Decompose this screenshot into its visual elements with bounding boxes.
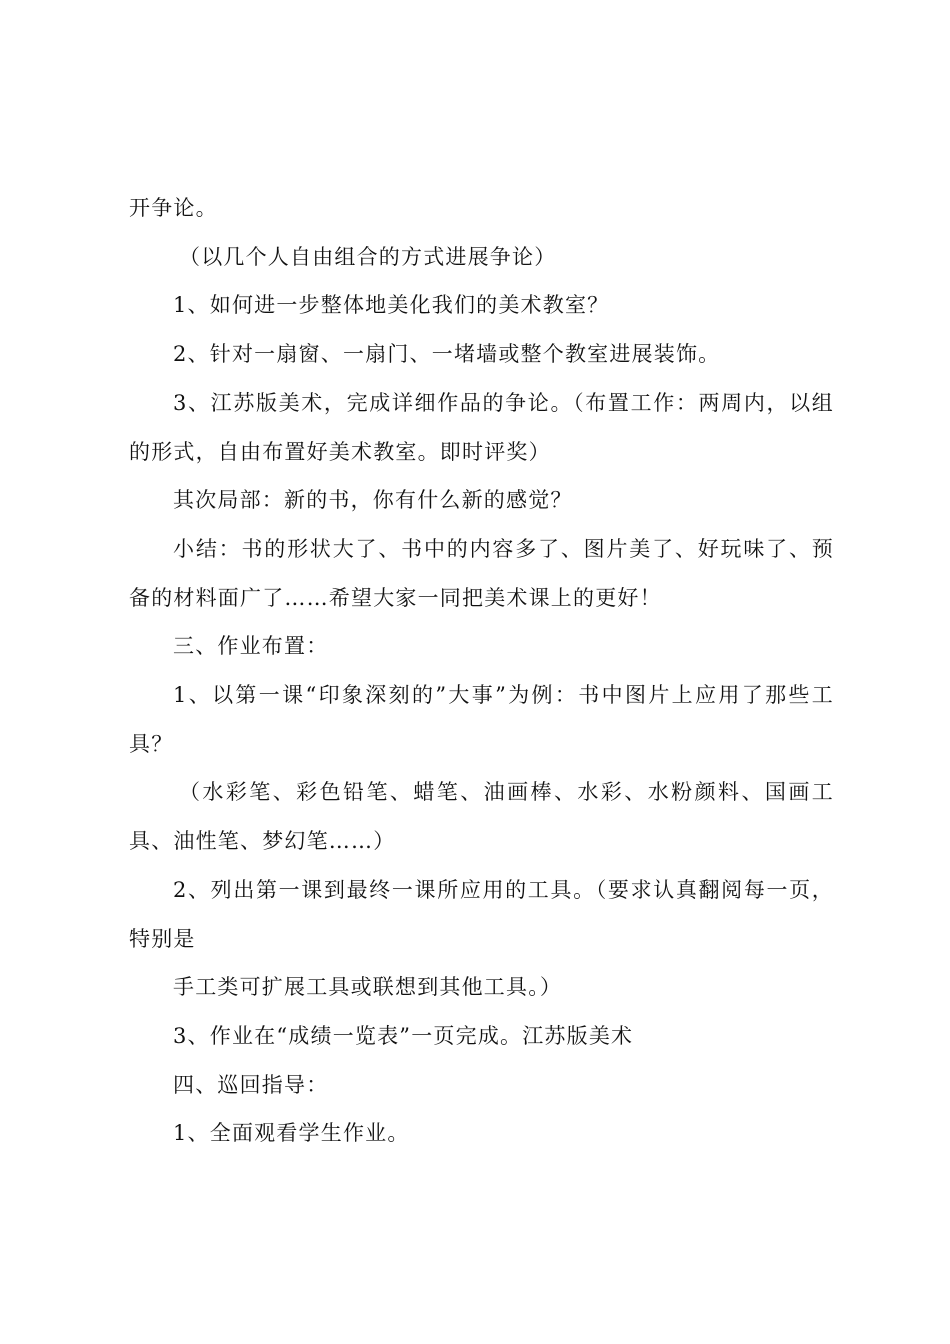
paragraph-homework-2: 2、列出第一课到最终一课所应用的工具。（要求认真翻阅每一页，特别是 <box>129 877 834 951</box>
document-body <box>129 184 834 1158</box>
paragraph-guidance-1: 1、全面观看学生作业。 <box>173 1121 410 1146</box>
section-heading-guidance: 四、巡回指导： <box>173 1072 329 1097</box>
paragraph-question-1: 1、如何进一步整体地美化我们的美术教室？ <box>173 293 610 318</box>
paragraph-homework-1: 1、以第一课“印象深刻的”大事”为例：书中图片上应用了那些工具？ <box>129 683 834 756</box>
paragraph-question-3: 3、江苏版美术，完成详细作品的争论。（布置工作：两周内，以组的形式，自由布置好美术教室。即时评奖） <box>129 390 834 464</box>
section-heading-homework: 三、作业布置： <box>173 634 329 659</box>
paragraph-homework-2-cont: 手工类可扩展工具或联想到其他工具。） <box>173 975 563 1000</box>
paragraph-question-2: 2、针对一扇窗、一扇门、一堵墙或整个教室进展装饰。 <box>173 342 721 367</box>
paragraph-discussion-method: （以几个人自由组合的方式进展争论） <box>179 244 557 269</box>
paragraph-continuation: 开争论。 <box>129 196 218 220</box>
paragraph-second-part: 其次局部：新的书，你有什么新的感觉？ <box>173 488 573 513</box>
paragraph-tools-list: （水彩笔、彩色铅笔、蜡笔、油画棒、水彩、水粉颜料、国画工具、油性笔、梦幻笔……） <box>129 780 834 854</box>
paragraph-summary: 小结：书的形状大了、书中的内容多了、图片美了、好玩味了、预备的材料面广了……希望大家一同把美术课上的更好！ <box>129 536 834 610</box>
paragraph-homework-3: 3、作业在“成绩一览表”一页完成。江苏版美术 <box>173 1023 634 1048</box>
